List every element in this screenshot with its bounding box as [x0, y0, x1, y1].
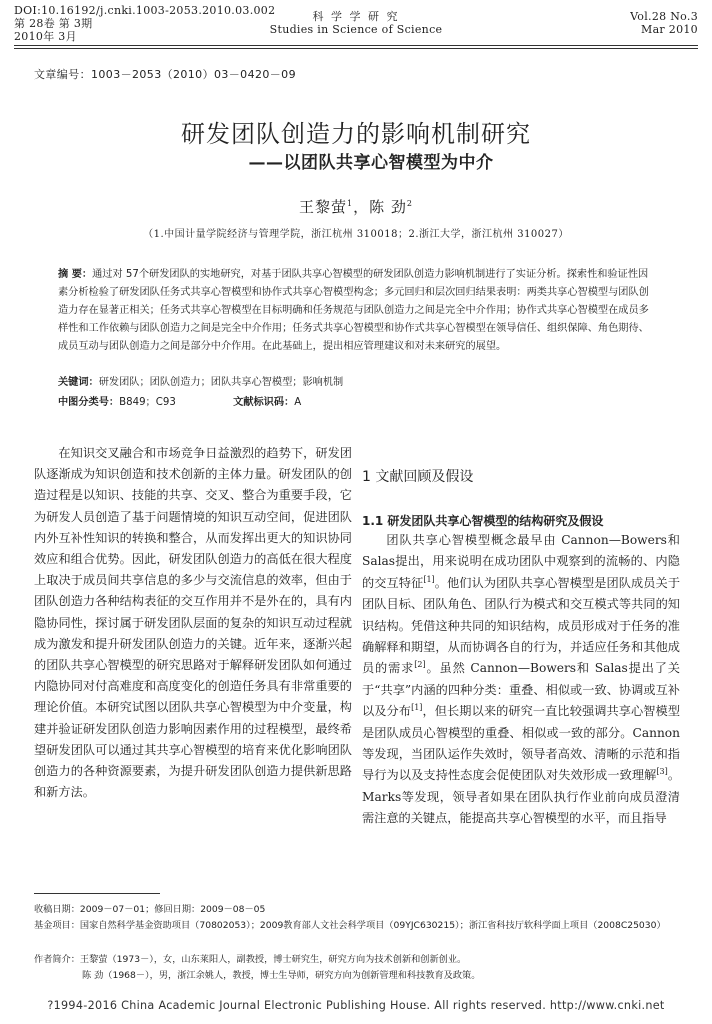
clc-value: B849；C93: [119, 397, 176, 408]
citation: [3]: [656, 767, 668, 777]
paper-title: 研发团队创造力的影响机制研究: [181, 120, 531, 148]
doc-code-value: A: [294, 397, 302, 408]
volume-en: Vol.28 No.3: [630, 10, 698, 23]
citation: [2]: [414, 660, 426, 670]
subsection-body: [362, 530, 680, 830]
date-cn: 2010年 3月: [14, 30, 77, 43]
body-text: ，但长期以来的研究一直比较强调共享心智模型是团队成员心智模型的重叠、相似或一致的部分。Cannon等发现，当团队运作失效时，领导者高效、清晰的示范和指导行为以及支持性态度会促使团队对失效形成一致理解: [362, 704, 681, 783]
keywords-text: 研发团队；团队创造力；团队共享心智模型；影响机制: [98, 377, 344, 388]
section-heading: 1 文献回顾及假设: [362, 469, 474, 485]
affiliation: （1.中国计量学院经济与管理学院，浙江杭州 310018；2.浙江大学，浙江杭州 310027）: [143, 229, 569, 240]
header-rule: [14, 45, 698, 46]
body-text: 。他们认为团队共享心智模型是团队成员关于团队目标、团队角色、团队行为模式和交互模式等共同的知识结构。凭借这种共同的知识结构，成员形成对于任务的准确解释和期望，从而协调各自的行为，并适应任务和其他成员的需求: [362, 575, 681, 676]
journal-name-cn: 科 学 学 研 究: [312, 10, 400, 23]
article-number: 文章编号：1003－2053（2010）03－0420－09: [34, 68, 296, 81]
doi-text: DOI:10.16192/j.cnki.1003-2053.2010.03.002: [14, 4, 276, 17]
journal-name-en: Studies in Science of Science: [269, 23, 443, 36]
volume-cn: 第 28卷 第 3期: [14, 17, 93, 30]
keywords-label: 关键词：: [58, 377, 99, 388]
running-header-center: [0, 10, 712, 36]
footnote-author2: 陈 劲（1968－），男，浙江余姚人，教授，博士生导师，研究方向为创新管理和科技教育及政策。: [82, 970, 481, 981]
body-text: 。虽然 Cannon—Bowers和 Salas提出了关于“共享”内涵的四种分类：重叠、相似或一致、协调或互补以及分布: [362, 661, 680, 719]
copyright-footer: ?1994-2016 China Academic Journal Electronic Publishing House. All rights reserved. http://www.cnki.net: [47, 999, 665, 1012]
author-name: 陈 劲: [369, 198, 407, 216]
keywords: [58, 374, 654, 392]
abstract: [58, 266, 654, 356]
footnote-author1: 作者简介：王黎萤（1973－），女，山东莱阳人，副教授，博士研究生，研究方向为技术创新和创新创业。: [34, 954, 467, 965]
author-line: [0, 196, 712, 217]
paper-subtitle: ——以团队共享心智模型为中介: [248, 153, 494, 173]
body-text: 。Marks等发现，领导者如果在团队执行作业前向成员澄清需注意的关键点，能提高共享心智模型的水平，而且指导: [362, 768, 681, 826]
author-name: 王黎萤: [299, 198, 348, 216]
classification: [58, 394, 654, 412]
footnote-dates: 收稿日期：2009－07－01；修回日期：2009－08－05: [34, 904, 266, 915]
citation: [1]: [411, 703, 423, 713]
abstract-label: 摘 要：: [58, 269, 93, 280]
intro-paragraph: 在知识交叉融合和市场竞争日益激烈的趋势下，研发团队逐渐成为知识创造和技术创新的主体力量。研发团队的创造过程是以知识、技能的共享、交叉、整合为重要手段，它为研发人员创造了基于问题情境的知识互动空间，促进团队内外互补性知识的转换和整合，从而发挥出更大的知识协同效应和组合优势。因此，研发团队创造力的高低在很大程度上取决于成员间共享信息的多少与交流信息的效率，但由于团队创造力各种结构表征的交互作用并不是外在的，具有内隐协同性，探讨属于研发团队层面的复杂的知识互动过程就成为激发和提升研发团队创造力的关键。近年来，逐渐兴起的团队共享心智模型的研究思路对于解释研发团队如何通过内隐协同对付高难度和高度变化的创造任务具有非常重要的理论价值。本研究试图以团队共享心智模型为中介变量，构建并验证研发团队创造力影响因素作用的过程模型，最终希望研发团队可以通过其共享心智模型的培育来优化影响团队创造力的各种资源要素，为提升研发团队创造力提供新思路和新方法。: [34, 446, 352, 800]
body-text: 团队共享心智模型概念最早由 Cannon—Bowers和 Salas提出，用来说明在成功团队中观察到的流畅的、内隐的交互特征: [362, 533, 680, 590]
subsection-heading: 1.1 研发团队共享心智模型的结构研究及假设: [362, 514, 604, 528]
doc-code-label: 文献标识码：: [233, 397, 295, 408]
affiliation-mark: 2: [406, 199, 413, 208]
clc-label: 中图分类号：: [58, 397, 120, 408]
affiliation-mark: 1: [347, 199, 354, 208]
running-header-right: [630, 10, 698, 36]
citation: [1]: [423, 574, 435, 584]
footnote-funding: 基金项目：国家自然科学基金资助项目（70802053）；2009教育部人文社会科学项目（09YJC630215）；浙江省科技厅软科学面上项目（2008C25030）: [34, 920, 666, 931]
author-separator: ，: [353, 198, 370, 216]
left-column: [34, 443, 352, 803]
abstract-text: 通过对 57个研发团队的实地研究，对基于团队共享心智模型的研发团队创造力影响机制进行了实证分析。探索性和验证性因素分析检验了研发团队任务式共享心智模型和协作式共享心智模型构念；多元回归和层次回归结果表明：两类共享心智模型与团队创造力存在显著正相关；任务式共享心智模型在目标明确和任务规范与团队创造力之间是完全中介作用；协作式共享心智模型在成员多样性和工作依赖与团队创造力之间是完全中介作用；任务式共享心智模型和协作式共享心智模型在领导信任、组织保障、角色期待、成员互动与团队创造力之间是部分中介作用。在此基础上，提出相应管理建议和对未来研究的展望。: [58, 269, 649, 352]
date-en: Mar 2010: [641, 23, 698, 36]
header-rule-2: [14, 48, 698, 49]
footnote-rule: [34, 893, 160, 894]
